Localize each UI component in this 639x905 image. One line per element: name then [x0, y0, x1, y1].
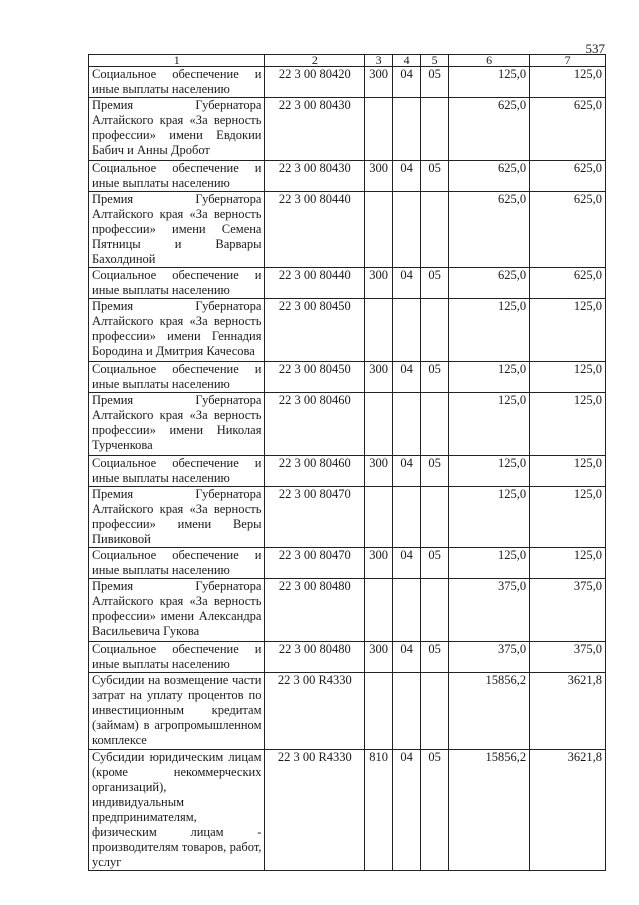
row-name: Социальное обеспечение и иные выплаты населению [89, 67, 265, 98]
row-amount-6: 625,0 [449, 192, 530, 268]
row-col-5: 05 [421, 67, 449, 98]
row-col-5: 05 [421, 268, 449, 299]
table-row [89, 268, 606, 299]
row-col-5: 05 [421, 642, 449, 673]
table-row [89, 750, 606, 871]
row-amount-6: 15856,2 [449, 750, 530, 871]
row-amount-7: 125,0 [530, 67, 606, 98]
row-name: Социальное обеспечение и иные выплаты населению [89, 456, 265, 487]
table-row [89, 393, 606, 456]
row-col-4 [393, 393, 421, 456]
budget-table [88, 54, 606, 871]
row-col-5: 05 [421, 161, 449, 192]
row-amount-7: 125,0 [530, 456, 606, 487]
row-amount-7: 625,0 [530, 268, 606, 299]
table-row [89, 487, 606, 548]
row-code: 22 3 00 80460 [265, 393, 365, 456]
column-header-6: 6 [449, 55, 530, 67]
table-row [89, 456, 606, 487]
table-row [89, 192, 606, 268]
row-col-3 [365, 673, 393, 750]
row-col-4: 04 [393, 67, 421, 98]
row-amount-6: 375,0 [449, 579, 530, 642]
column-header-7: 7 [530, 55, 606, 67]
row-col-4: 04 [393, 750, 421, 871]
row-code: 22 3 00 R4330 [265, 750, 365, 871]
table-row [89, 161, 606, 192]
table-row [89, 548, 606, 579]
row-amount-6: 125,0 [449, 362, 530, 393]
row-code: 22 3 00 80480 [265, 642, 365, 673]
row-amount-7: 125,0 [530, 548, 606, 579]
table-row [89, 642, 606, 673]
row-amount-7: 375,0 [530, 642, 606, 673]
row-amount-6: 125,0 [449, 67, 530, 98]
row-col-5: 05 [421, 362, 449, 393]
table-row [89, 98, 606, 161]
row-name: Премия Губернатора Алтайского края «За верность профессии» имени Веры Пивиковой [89, 487, 265, 548]
row-col-3: 300 [365, 67, 393, 98]
row-code: 22 3 00 80450 [265, 299, 365, 362]
row-col-3 [365, 393, 393, 456]
row-col-5: 05 [421, 750, 449, 871]
row-code: 22 3 00 80440 [265, 192, 365, 268]
row-code: 22 3 00 80470 [265, 548, 365, 579]
row-amount-7: 125,0 [530, 362, 606, 393]
header-row [89, 55, 606, 67]
row-amount-7: 625,0 [530, 192, 606, 268]
column-header-1: 1 [89, 55, 265, 67]
row-col-3 [365, 299, 393, 362]
row-col-5 [421, 98, 449, 161]
column-header-2: 2 [265, 55, 365, 67]
row-name: Премия Губернатора Алтайского края «За верность профессии» имени Семена Пятницы и Варвары Бахолдиной [89, 192, 265, 268]
row-code: 22 3 00 80460 [265, 456, 365, 487]
row-col-3: 300 [365, 362, 393, 393]
row-col-4: 04 [393, 456, 421, 487]
row-amount-7: 125,0 [530, 299, 606, 362]
row-code: 22 3 00 80420 [265, 67, 365, 98]
row-amount-7: 625,0 [530, 98, 606, 161]
row-col-3: 300 [365, 161, 393, 192]
row-name: Социальное обеспечение и иные выплаты населению [89, 642, 265, 673]
row-name: Премия Губернатора Алтайского края «За верность профессии» имени Евдокии Бабич и Анны Дробот [89, 98, 265, 161]
row-col-3 [365, 98, 393, 161]
row-col-4 [393, 192, 421, 268]
row-amount-6: 625,0 [449, 268, 530, 299]
row-name: Социальное обеспечение и иные выплаты населению [89, 362, 265, 393]
row-col-3 [365, 487, 393, 548]
table-row [89, 362, 606, 393]
row-name: Премия Губернатора Алтайского края «За верность профессии» имени Александра Васильевича Гукова [89, 579, 265, 642]
row-col-5: 05 [421, 548, 449, 579]
column-header-5: 5 [421, 55, 449, 67]
row-code: 22 3 00 80440 [265, 268, 365, 299]
row-col-5: 05 [421, 456, 449, 487]
row-col-4 [393, 98, 421, 161]
column-header-3: 3 [365, 55, 393, 67]
row-amount-7: 125,0 [530, 393, 606, 456]
row-col-4: 04 [393, 548, 421, 579]
row-amount-7: 125,0 [530, 487, 606, 548]
row-amount-6: 15856,2 [449, 673, 530, 750]
row-name: Социальное обеспечение и иные выплаты населению [89, 548, 265, 579]
row-code: 22 3 00 R4330 [265, 673, 365, 750]
row-col-4 [393, 487, 421, 548]
row-col-3: 300 [365, 456, 393, 487]
row-col-4 [393, 299, 421, 362]
row-amount-6: 625,0 [449, 161, 530, 192]
page-number: 537 [585, 41, 605, 56]
table-row [89, 673, 606, 750]
row-amount-6: 125,0 [449, 299, 530, 362]
row-code: 22 3 00 80470 [265, 487, 365, 548]
row-col-5 [421, 487, 449, 548]
row-name: Социальное обеспечение и иные выплаты населению [89, 268, 265, 299]
row-col-5 [421, 299, 449, 362]
row-col-3 [365, 579, 393, 642]
row-amount-6: 625,0 [449, 98, 530, 161]
table-row [89, 579, 606, 642]
row-col-5 [421, 673, 449, 750]
row-amount-7: 375,0 [530, 579, 606, 642]
row-col-4: 04 [393, 642, 421, 673]
row-col-3: 300 [365, 642, 393, 673]
row-col-4: 04 [393, 362, 421, 393]
row-name: Субсидии на возмещение части затрат на уплату процентов по инвестиционным кредитам (займам) в агропромышленном комплексе [89, 673, 265, 750]
column-header-4: 4 [393, 55, 421, 67]
row-amount-6: 125,0 [449, 548, 530, 579]
row-col-3 [365, 192, 393, 268]
row-col-3: 300 [365, 548, 393, 579]
row-amount-6: 125,0 [449, 393, 530, 456]
row-code: 22 3 00 80430 [265, 98, 365, 161]
row-col-5 [421, 192, 449, 268]
row-col-4 [393, 579, 421, 642]
row-amount-7: 3621,8 [530, 750, 606, 871]
row-col-4: 04 [393, 268, 421, 299]
row-amount-6: 375,0 [449, 642, 530, 673]
table-row [89, 67, 606, 98]
row-col-3: 810 [365, 750, 393, 871]
row-col-5 [421, 579, 449, 642]
row-code: 22 3 00 80430 [265, 161, 365, 192]
row-amount-7: 625,0 [530, 161, 606, 192]
row-code: 22 3 00 80450 [265, 362, 365, 393]
row-amount-6: 125,0 [449, 456, 530, 487]
row-col-3: 300 [365, 268, 393, 299]
row-name: Социальное обеспечение и иные выплаты населению [89, 161, 265, 192]
table-row [89, 299, 606, 362]
row-name: Премия Губернатора Алтайского края «За верность профессии» имени Николая Турченкова [89, 393, 265, 456]
row-amount-7: 3621,8 [530, 673, 606, 750]
row-col-4 [393, 673, 421, 750]
row-col-5 [421, 393, 449, 456]
row-name: Премия Губернатора Алтайского края «За верность профессии» имени Геннадия Бородина и Дмитрия Качесова [89, 299, 265, 362]
row-col-4: 04 [393, 161, 421, 192]
row-name: Субсидии юридическим лицам (кроме некоммерческих организаций), индивидуальным предпринимателям, физическим лицам - производителям товаров, работ, услуг [89, 750, 265, 871]
row-amount-6: 125,0 [449, 487, 530, 548]
row-code: 22 3 00 80480 [265, 579, 365, 642]
